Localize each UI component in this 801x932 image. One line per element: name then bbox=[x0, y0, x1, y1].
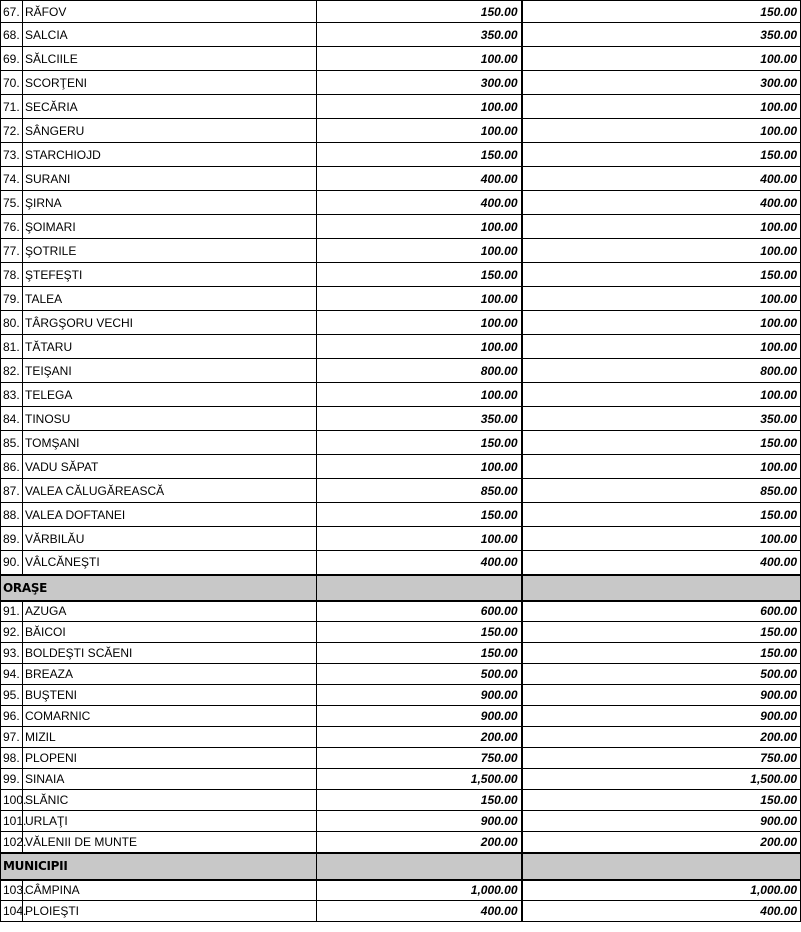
amount-column-2: 800.00 bbox=[522, 359, 801, 383]
row-number: 101. bbox=[1, 811, 23, 832]
amount-column-1: 150.00 bbox=[317, 622, 522, 643]
row-number: 84. bbox=[1, 407, 23, 431]
locality-name: TOMŞANI bbox=[23, 431, 317, 455]
table-row bbox=[1, 811, 801, 832]
locality-name: BOLDEŞTI SCĂENI bbox=[23, 643, 317, 664]
row-number: 102. bbox=[1, 832, 23, 853]
table-row bbox=[1, 455, 801, 479]
table-row bbox=[1, 685, 801, 706]
table-row bbox=[1, 263, 801, 287]
row-number: 100. bbox=[1, 790, 23, 811]
amount-column-1: 900.00 bbox=[317, 685, 522, 706]
locality-name: ŞOIMARI bbox=[23, 215, 317, 239]
table-row bbox=[1, 1, 801, 23]
amount-column-1: 850.00 bbox=[317, 479, 522, 503]
row-number: 96. bbox=[1, 706, 23, 727]
table-row bbox=[1, 407, 801, 431]
section-header-cell bbox=[317, 575, 522, 601]
amount-column-1: 1,500.00 bbox=[317, 769, 522, 790]
table-row bbox=[1, 880, 801, 901]
amount-column-2: 750.00 bbox=[522, 748, 801, 769]
row-number: 74. bbox=[1, 167, 23, 191]
amount-column-2: 100.00 bbox=[522, 215, 801, 239]
row-number: 93. bbox=[1, 643, 23, 664]
locality-name: ŞTEFEŞTI bbox=[23, 263, 317, 287]
amount-column-2: 500.00 bbox=[522, 664, 801, 685]
table-row bbox=[1, 622, 801, 643]
locality-name: TINOSU bbox=[23, 407, 317, 431]
row-number: 68. bbox=[1, 23, 23, 47]
row-number: 99. bbox=[1, 769, 23, 790]
amount-column-1: 100.00 bbox=[317, 287, 522, 311]
locality-name: PLOIEŞTI bbox=[23, 901, 317, 922]
row-number: 83. bbox=[1, 383, 23, 407]
locality-name: ŞIRNA bbox=[23, 191, 317, 215]
table-row bbox=[1, 503, 801, 527]
locality-name: CÂMPINA bbox=[23, 880, 317, 901]
amount-column-2: 100.00 bbox=[522, 311, 801, 335]
amount-column-2: 200.00 bbox=[522, 727, 801, 748]
amount-column-1: 150.00 bbox=[317, 503, 522, 527]
table-row bbox=[1, 748, 801, 769]
amount-column-2: 1,000.00 bbox=[522, 880, 801, 901]
table-row bbox=[1, 832, 801, 853]
table-row bbox=[1, 167, 801, 191]
amount-column-1: 100.00 bbox=[317, 383, 522, 407]
amount-column-1: 100.00 bbox=[317, 215, 522, 239]
table-row bbox=[1, 551, 801, 575]
locality-name: SURANI bbox=[23, 167, 317, 191]
locality-name: TĂTARU bbox=[23, 335, 317, 359]
row-number: 71. bbox=[1, 95, 23, 119]
amount-column-1: 100.00 bbox=[317, 335, 522, 359]
amount-column-1: 100.00 bbox=[317, 95, 522, 119]
locality-name: PLOPENI bbox=[23, 748, 317, 769]
locality-name: AZUGA bbox=[23, 601, 317, 622]
table-row bbox=[1, 239, 801, 263]
table-row bbox=[1, 527, 801, 551]
row-number: 89. bbox=[1, 527, 23, 551]
amount-column-2: 400.00 bbox=[522, 167, 801, 191]
amount-column-2: 100.00 bbox=[522, 287, 801, 311]
locality-name: MIZIL bbox=[23, 727, 317, 748]
amount-column-1: 1,000.00 bbox=[317, 880, 522, 901]
amount-column-1: 600.00 bbox=[317, 601, 522, 622]
locality-name: SÂNGERU bbox=[23, 119, 317, 143]
section-header-cell bbox=[317, 853, 522, 880]
amount-column-2: 900.00 bbox=[522, 706, 801, 727]
amount-column-2: 150.00 bbox=[522, 431, 801, 455]
row-number: 78. bbox=[1, 263, 23, 287]
locality-name: TEIŞANI bbox=[23, 359, 317, 383]
row-number: 80. bbox=[1, 311, 23, 335]
row-number: 88. bbox=[1, 503, 23, 527]
locality-name: URLAŢI bbox=[23, 811, 317, 832]
table-row bbox=[1, 71, 801, 95]
amount-column-2: 100.00 bbox=[522, 383, 801, 407]
amount-column-1: 900.00 bbox=[317, 811, 522, 832]
amount-column-1: 100.00 bbox=[317, 527, 522, 551]
table-row bbox=[1, 311, 801, 335]
table-row bbox=[1, 47, 801, 71]
locality-name: BĂICOI bbox=[23, 622, 317, 643]
amount-column-1: 100.00 bbox=[317, 47, 522, 71]
locality-name: ŞOTRILE bbox=[23, 239, 317, 263]
row-number: 70. bbox=[1, 71, 23, 95]
amount-column-2: 150.00 bbox=[522, 143, 801, 167]
locality-name: SECĂRIA bbox=[23, 95, 317, 119]
section-header-cell bbox=[522, 575, 801, 601]
locality-name: SINAIA bbox=[23, 769, 317, 790]
row-number: 92. bbox=[1, 622, 23, 643]
locality-name: BREAZA bbox=[23, 664, 317, 685]
amount-column-1: 800.00 bbox=[317, 359, 522, 383]
table-row bbox=[1, 215, 801, 239]
row-number: 82. bbox=[1, 359, 23, 383]
locality-name: BUŞTENI bbox=[23, 685, 317, 706]
amount-column-1: 400.00 bbox=[317, 167, 522, 191]
amount-column-2: 600.00 bbox=[522, 601, 801, 622]
row-number: 86. bbox=[1, 455, 23, 479]
table-row bbox=[1, 119, 801, 143]
locality-name: TELEGA bbox=[23, 383, 317, 407]
amount-column-2: 100.00 bbox=[522, 119, 801, 143]
amount-column-1: 100.00 bbox=[317, 455, 522, 479]
locality-name: SALCIA bbox=[23, 23, 317, 47]
table-row bbox=[1, 383, 801, 407]
amount-column-2: 150.00 bbox=[522, 263, 801, 287]
row-number: 79. bbox=[1, 287, 23, 311]
amount-column-1: 100.00 bbox=[317, 119, 522, 143]
amount-column-1: 750.00 bbox=[317, 748, 522, 769]
amount-column-2: 150.00 bbox=[522, 790, 801, 811]
section-header-label: MUNICIPII bbox=[1, 853, 317, 880]
amount-column-2: 900.00 bbox=[522, 685, 801, 706]
amount-column-2: 100.00 bbox=[522, 239, 801, 263]
table-row bbox=[1, 287, 801, 311]
amount-column-1: 400.00 bbox=[317, 551, 522, 575]
row-number: 81. bbox=[1, 335, 23, 359]
row-number: 77. bbox=[1, 239, 23, 263]
table-row bbox=[1, 790, 801, 811]
amount-column-2: 100.00 bbox=[522, 455, 801, 479]
amount-column-2: 150.00 bbox=[522, 622, 801, 643]
amount-column-1: 500.00 bbox=[317, 664, 522, 685]
locality-name: VĂRBILĂU bbox=[23, 527, 317, 551]
amount-column-2: 900.00 bbox=[522, 811, 801, 832]
amount-column-2: 100.00 bbox=[522, 527, 801, 551]
amount-column-2: 100.00 bbox=[522, 47, 801, 71]
amount-column-1: 350.00 bbox=[317, 23, 522, 47]
locality-name: SĂLCIILE bbox=[23, 47, 317, 71]
row-number: 76. bbox=[1, 215, 23, 239]
locality-name: VALEA CĂLUGĂREASCĂ bbox=[23, 479, 317, 503]
amount-column-1: 150.00 bbox=[317, 143, 522, 167]
allocation-table-body bbox=[1, 1, 801, 922]
locality-name: SLĂNIC bbox=[23, 790, 317, 811]
amount-column-1: 150.00 bbox=[317, 790, 522, 811]
locality-name: RĂFOV bbox=[23, 1, 317, 23]
row-number: 104. bbox=[1, 901, 23, 922]
locality-name: STARCHIOJD bbox=[23, 143, 317, 167]
amount-column-2: 400.00 bbox=[522, 901, 801, 922]
amount-column-2: 400.00 bbox=[522, 551, 801, 575]
amount-column-1: 200.00 bbox=[317, 727, 522, 748]
amount-column-2: 200.00 bbox=[522, 832, 801, 853]
amount-column-1: 200.00 bbox=[317, 832, 522, 853]
section-header-cell bbox=[522, 853, 801, 880]
amount-column-2: 350.00 bbox=[522, 407, 801, 431]
row-number: 75. bbox=[1, 191, 23, 215]
row-number: 90. bbox=[1, 551, 23, 575]
table-row bbox=[1, 769, 801, 790]
amount-column-2: 400.00 bbox=[522, 191, 801, 215]
amount-column-1: 100.00 bbox=[317, 239, 522, 263]
row-number: 69. bbox=[1, 47, 23, 71]
amount-column-1: 150.00 bbox=[317, 263, 522, 287]
row-number: 95. bbox=[1, 685, 23, 706]
section-header-row bbox=[1, 853, 801, 880]
amount-column-2: 150.00 bbox=[522, 503, 801, 527]
table-row bbox=[1, 601, 801, 622]
amount-column-2: 350.00 bbox=[522, 23, 801, 47]
locality-name: VĂLENII DE MUNTE bbox=[23, 832, 317, 853]
amount-column-1: 400.00 bbox=[317, 191, 522, 215]
row-number: 72. bbox=[1, 119, 23, 143]
amount-column-2: 300.00 bbox=[522, 71, 801, 95]
row-number: 94. bbox=[1, 664, 23, 685]
row-number: 87. bbox=[1, 479, 23, 503]
table-row bbox=[1, 143, 801, 167]
amount-column-2: 100.00 bbox=[522, 335, 801, 359]
table-row bbox=[1, 901, 801, 922]
locality-name: VÂLCĂNEŞTI bbox=[23, 551, 317, 575]
amount-column-2: 850.00 bbox=[522, 479, 801, 503]
amount-column-1: 150.00 bbox=[317, 431, 522, 455]
amount-column-2: 1,500.00 bbox=[522, 769, 801, 790]
amount-column-1: 400.00 bbox=[317, 901, 522, 922]
row-number: 73. bbox=[1, 143, 23, 167]
amount-column-1: 150.00 bbox=[317, 643, 522, 664]
row-number: 97. bbox=[1, 727, 23, 748]
amount-column-1: 150.00 bbox=[317, 1, 522, 23]
table-row bbox=[1, 706, 801, 727]
amount-column-1: 100.00 bbox=[317, 311, 522, 335]
table-row bbox=[1, 23, 801, 47]
locality-name: VALEA DOFTANEI bbox=[23, 503, 317, 527]
section-header-label: ORAŞE bbox=[1, 575, 317, 601]
table-row bbox=[1, 431, 801, 455]
table-row bbox=[1, 191, 801, 215]
amount-column-2: 150.00 bbox=[522, 1, 801, 23]
row-number: 91. bbox=[1, 601, 23, 622]
table-row bbox=[1, 727, 801, 748]
section-header-row bbox=[1, 575, 801, 601]
row-number: 67. bbox=[1, 1, 23, 23]
table-row bbox=[1, 95, 801, 119]
table-row bbox=[1, 664, 801, 685]
table-row bbox=[1, 643, 801, 664]
amount-column-1: 900.00 bbox=[317, 706, 522, 727]
amount-column-2: 150.00 bbox=[522, 643, 801, 664]
locality-name: COMARNIC bbox=[23, 706, 317, 727]
locality-name: VADU SĂPAT bbox=[23, 455, 317, 479]
amount-column-1: 350.00 bbox=[317, 407, 522, 431]
row-number: 98. bbox=[1, 748, 23, 769]
table-row bbox=[1, 335, 801, 359]
locality-name: SCORŢENI bbox=[23, 71, 317, 95]
amount-column-1: 300.00 bbox=[317, 71, 522, 95]
row-number: 103. bbox=[1, 880, 23, 901]
amount-column-2: 100.00 bbox=[522, 95, 801, 119]
table-row bbox=[1, 359, 801, 383]
row-number: 85. bbox=[1, 431, 23, 455]
table-row bbox=[1, 479, 801, 503]
locality-name: TÂRGŞORU VECHI bbox=[23, 311, 317, 335]
locality-name: TALEA bbox=[23, 287, 317, 311]
